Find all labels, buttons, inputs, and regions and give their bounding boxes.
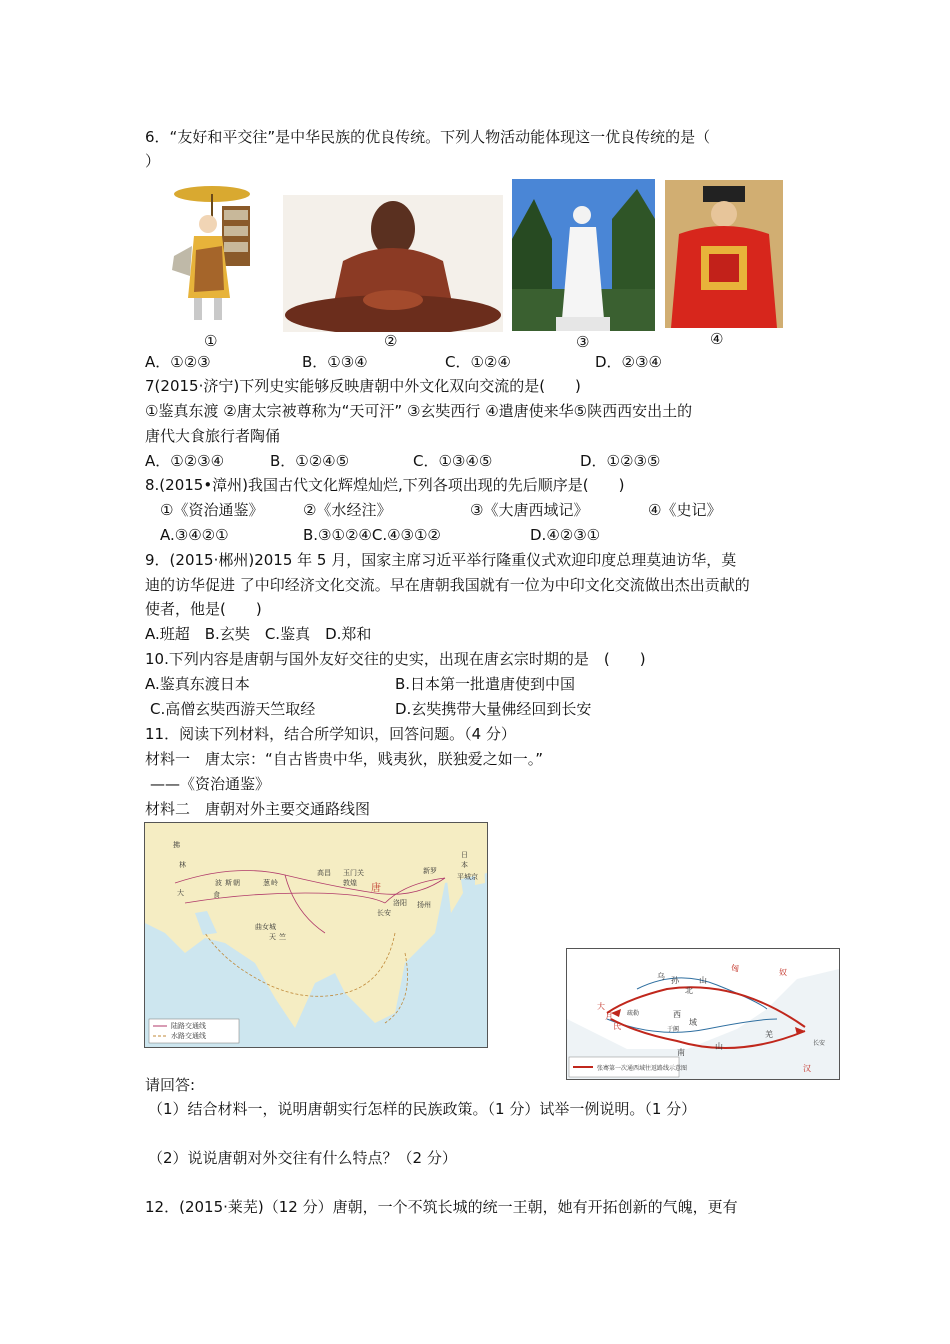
picture-label-1: ① xyxy=(204,332,218,350)
q9-line2: 迪的访华促进 了中印经济文化交流。早在唐朝我国就有一位为中印文化交流做出杰出贡献的 xyxy=(145,576,750,594)
map1-label: 波 xyxy=(215,879,222,887)
q7-stem: 7(2015·济宁)下列史实能够反映唐朝中外文化双向交流的是( ) xyxy=(145,377,581,395)
map2-label: 于阗 xyxy=(667,1026,680,1033)
map2-label: 大 xyxy=(597,1002,605,1011)
q11-material-1: 材料一 唐太宗：“自古皆贵中华，贱夷狄，朕独爱之如一。” xyxy=(145,750,544,768)
q9-line1: 9．(2015·郴州)2015 年 5 月，国家主席习近平举行隆重仪式欢迎印度总理莫迪访华，莫 xyxy=(145,551,737,569)
picture-label-3: ③ xyxy=(576,333,590,351)
map1-label: 长安 xyxy=(377,909,391,917)
q11-material-2: 材料二 唐朝对外主要交通路线图 xyxy=(145,800,371,818)
monk-picture xyxy=(160,180,272,332)
map2-label: 氏 xyxy=(613,1022,621,1031)
white-statue-picture xyxy=(512,179,655,331)
q6-option-a[interactable]: A．①②③ xyxy=(145,353,211,371)
map2-label: 长安 xyxy=(813,1040,826,1047)
q11-answer-prompt: 请回答: xyxy=(145,1076,196,1094)
q10-option-b[interactable]: B.日本第一批遣唐使到中国 xyxy=(395,675,576,693)
q9-options[interactable]: A.班超 B.玄奘 C.鉴真 D.郑和 xyxy=(145,625,372,643)
q8-option-a[interactable]: A.③④②① xyxy=(160,526,229,544)
q7-option-b[interactable]: B．①②④⑤ xyxy=(270,452,350,470)
statue-picture xyxy=(283,195,503,332)
map1-label: 平城京 xyxy=(457,873,478,881)
q8-item-3: ③《大唐西域记》 xyxy=(470,501,589,519)
q8-option-bc[interactable]: B.③①②④C.④③①② xyxy=(303,526,441,544)
q8-stem: 8.(2015•漳州)我国古代文化辉煌灿烂,下列各项出现的先后顺序是( ) xyxy=(145,476,625,494)
q7-option-d[interactable]: D．①②③⑤ xyxy=(580,452,661,470)
map1-legend-land: 陆路交通线 xyxy=(171,1022,206,1030)
q7-option-a[interactable]: A．①②③④ xyxy=(145,452,225,470)
q10-option-d[interactable]: D.玄奘携带大量佛经回到长安 xyxy=(395,700,592,718)
map1-label: 日 xyxy=(461,851,468,859)
q10-stem: 10.下列内容是唐朝与国外友好交往的史实，出现在唐玄宗时期的是 ( ) xyxy=(145,650,646,668)
map2-label: 乌 xyxy=(657,972,665,981)
map1-label: 大 xyxy=(177,889,184,897)
picture-label-2: ② xyxy=(384,332,398,350)
q8-option-d[interactable]: D.④②③① xyxy=(530,526,601,544)
portrait-picture xyxy=(665,180,783,328)
map1-label: 高昌 xyxy=(317,869,331,877)
map2-label: 山 xyxy=(715,1042,723,1051)
map2-label: 西 xyxy=(673,1010,681,1019)
q11-sub-question-1: （1）结合材料一，说明唐朝实行怎样的民族政策。（1 分）试举一例说明。（1 分） xyxy=(148,1100,697,1118)
q9-line3: 使者，他是( ) xyxy=(145,600,262,618)
map1-label: 洛阳 xyxy=(393,899,407,907)
map1-label: 竺 xyxy=(279,933,286,941)
map1-label: 岭 xyxy=(271,879,278,887)
q8-item-4: ④《史记》 xyxy=(648,501,722,519)
map2-label: 南 xyxy=(677,1048,685,1057)
map1-label: 林 xyxy=(179,861,186,869)
q6-option-b[interactable]: B．①③④ xyxy=(302,353,368,371)
q7-items-line1: ①鉴真东渡 ②唐太宗被尊称为“天可汗” ③玄奘西行 ④遣唐使来华⑤陕西西安出土的 xyxy=(145,402,693,420)
map1-label: 斯 xyxy=(225,879,232,887)
map1-label: 扬州 xyxy=(417,901,431,909)
tang-routes-map xyxy=(144,822,488,1048)
map1-label: 本 xyxy=(461,861,468,869)
map1-label: 葱 xyxy=(263,879,270,887)
map2-label: 奴 xyxy=(779,968,787,977)
map2-label: 孙 xyxy=(671,976,679,985)
map2-label: 疏勒 xyxy=(627,1010,640,1017)
q11-material-1-source: ——《资治通鉴》 xyxy=(150,775,271,793)
q7-items-line2: 唐代大食旅行者陶俑 xyxy=(145,427,281,445)
q6-paren: ） xyxy=(145,152,161,170)
map2-legend: 张骞第一次通西域往返路线示意图 xyxy=(597,1065,688,1072)
map2-label: 域 xyxy=(689,1018,697,1027)
q8-item-2: ②《水经注》 xyxy=(303,501,392,519)
zhangqian-route-map xyxy=(566,948,840,1080)
q6-option-d[interactable]: D．②③④ xyxy=(595,353,662,371)
map1-label: 敦煌 xyxy=(343,879,357,887)
q11-sub-question-2: （2）说说唐朝对外交往有什么特点？（2 分） xyxy=(148,1149,457,1167)
map1-label: 唐 xyxy=(371,883,381,894)
map1-label: 玉门关 xyxy=(343,869,364,877)
q8-item-1: ①《资治通鉴》 xyxy=(160,501,264,519)
picture-label-4: ④ xyxy=(710,330,724,348)
q10-option-c[interactable]: C.高僧玄奘西游天竺取经 xyxy=(150,700,316,718)
map2-label: 北 xyxy=(685,986,693,995)
q7-option-c[interactable]: C．①③④⑤ xyxy=(413,452,493,470)
map2-label: 羌 xyxy=(765,1030,773,1039)
q10-option-a[interactable]: A.鉴真东渡日本 xyxy=(145,675,250,693)
map1-label: 拂 xyxy=(173,841,180,849)
map1-legend-sea: 水路交通线 xyxy=(171,1032,206,1040)
map1-label: 朝 xyxy=(233,879,240,887)
map2-label: 月 xyxy=(605,1012,613,1021)
map2-label: 山 xyxy=(699,976,707,985)
q6-stem: 6．“友好和平交往”是中华民族的优良传统。下列人物活动能体现这一优良传统的是（ xyxy=(145,128,711,146)
map1-label: 新罗 xyxy=(423,867,437,875)
q6-option-c[interactable]: C．①②④ xyxy=(445,353,511,371)
map1-label: 曲女城 xyxy=(255,923,276,931)
map1-label: 天 xyxy=(269,933,276,941)
q11-stem: 11．阅读下列材料，结合所学知识，回答问题。（4 分） xyxy=(145,725,516,743)
map1-label: 食 xyxy=(213,891,220,899)
q12-line1: 12．(2015·莱芜)（12 分）唐朝，一个不筑长城的统一王朝，她有开拓创新的气魄，更有 xyxy=(145,1198,738,1216)
map2-label: 汉 xyxy=(803,1064,811,1073)
map2-label: 匈 xyxy=(731,964,739,973)
